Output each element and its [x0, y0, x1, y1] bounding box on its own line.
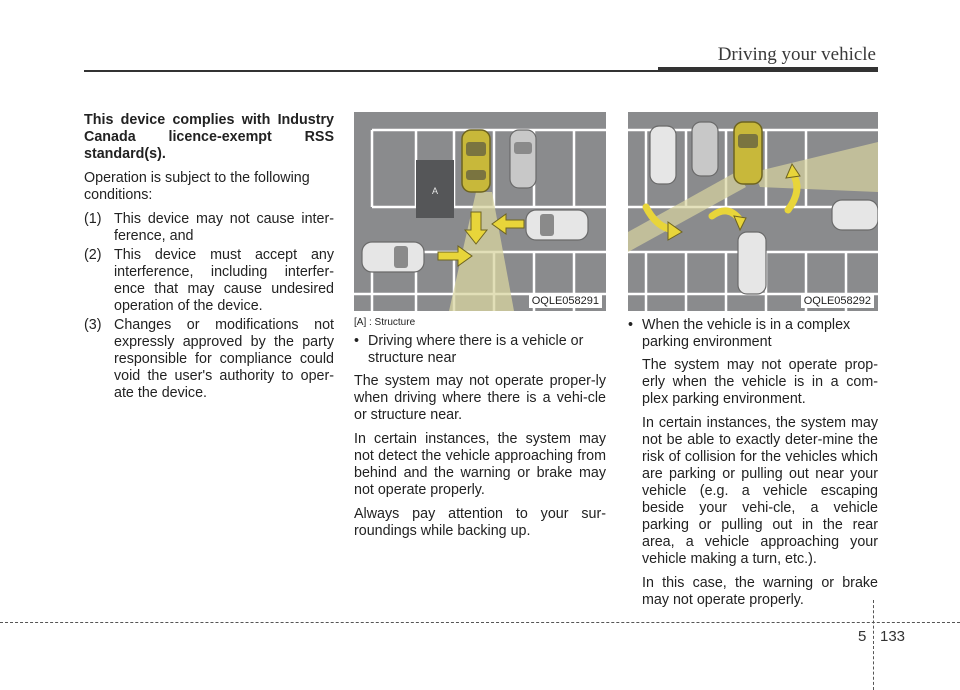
chapter-number: 5	[858, 628, 867, 645]
condition-text: This device may not cause inter-ference, and	[114, 211, 334, 244]
parking-illustration-2	[628, 112, 878, 311]
figure-code: OQLE058292	[801, 295, 874, 308]
structure-marker: A	[431, 186, 439, 196]
footer-rule	[0, 622, 960, 623]
paragraph: The system may not operate prop-erly when the vehicle is in a com-plex parking environment.	[642, 357, 878, 407]
condition-text: Changes or modifications not expressly approved by the party responsible for compliance could void the user's authority to oper-ate the device.	[114, 317, 334, 401]
figure-code: OQLE058291	[529, 295, 602, 308]
figure-structure-near	[354, 112, 606, 311]
bullet-dot: •	[354, 333, 360, 349]
page-number-separator	[873, 600, 874, 690]
header-rule-accent	[658, 67, 878, 72]
compliance-heading: This device complies with Industry Canada licence-exempt RSS standard(s).	[84, 112, 334, 162]
section-title: Driving your vehicle	[717, 44, 876, 65]
host-vehicle-icon	[462, 130, 490, 192]
paragraph: In this case, the warning or brake may not operate properly.	[642, 575, 878, 608]
paragraph: The system may not operate proper-ly when driving where there is a vehi-cle or structure near.	[354, 373, 606, 423]
compliance-column	[84, 112, 334, 404]
condition-number: (1)	[84, 211, 102, 227]
structure-near-column	[354, 333, 606, 547]
parking-illustration-1	[354, 112, 606, 311]
compliance-intro: Operation is subject to the following conditions:	[84, 170, 310, 203]
bullet-dot: •	[628, 317, 634, 333]
condition-number: (2)	[84, 247, 102, 263]
paragraph: In certain instances, the system may not detect the vehicle approaching from behind and the warning or brake may not operate properly.	[354, 431, 606, 498]
bullet-text: When the vehicle is in a complex parking environment	[642, 317, 851, 350]
condition-item	[84, 317, 334, 402]
complex-parking-column	[628, 317, 878, 616]
condition-text: This device must accept any interference, including interfer-ence that may cause undesired operation of the device.	[114, 247, 334, 314]
bullet-item	[354, 333, 606, 367]
condition-item	[84, 211, 334, 245]
condition-number: (3)	[84, 317, 102, 333]
paragraph: Always pay attention to your sur-roundings while backing up.	[354, 506, 606, 539]
condition-item	[84, 247, 334, 315]
paragraph: In certain instances, the system may not be able to exactly deter-mine the risk of collision for the vehicles which are parking or pulling out near your vehicle (e.g. a vehicle escaping beside your vehi-cle, a vehicle parking or pulling out in the rear area, a vehicle approaching your vehicle making a turn, etc.).	[642, 415, 878, 567]
page-number: 133	[880, 628, 906, 645]
host-vehicle-icon	[734, 122, 762, 184]
figure-caption: [A] : Structure	[354, 317, 416, 328]
bullet-item	[628, 317, 878, 351]
figure-complex-parking	[628, 112, 878, 311]
bullet-text: Driving where there is a vehicle or structure near	[368, 333, 584, 366]
